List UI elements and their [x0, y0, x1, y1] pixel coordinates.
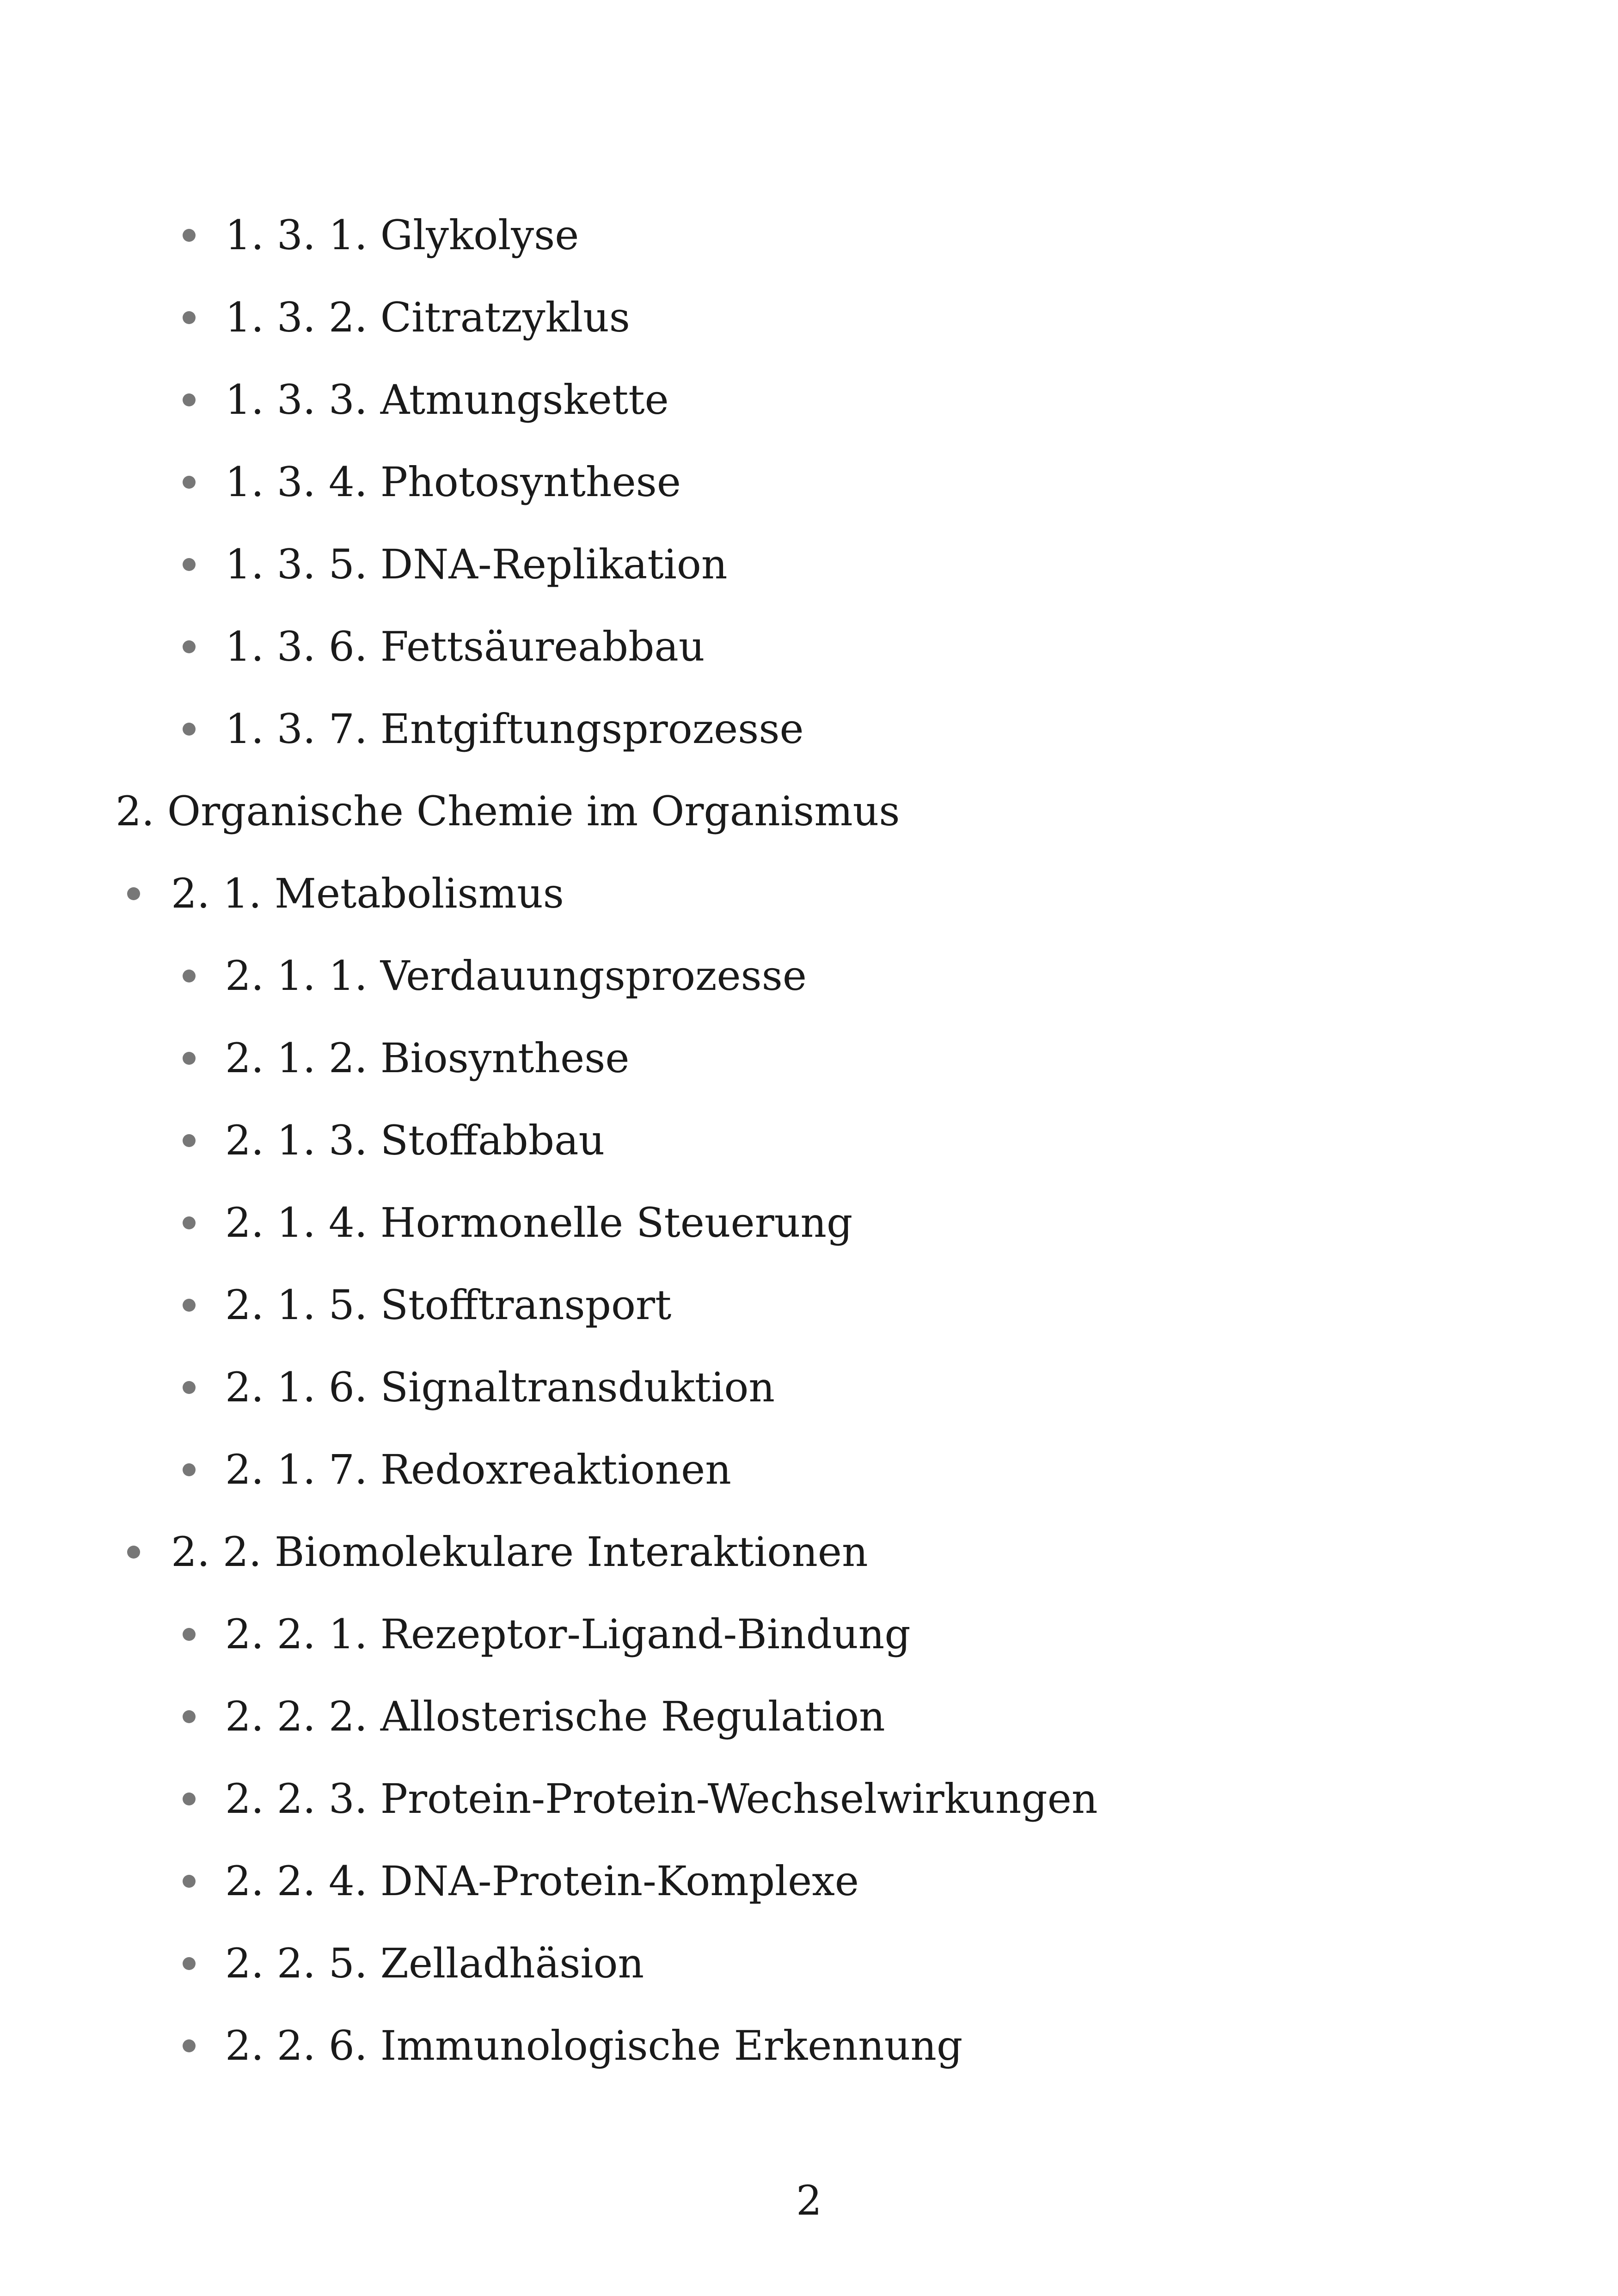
bullet-icon	[183, 1216, 196, 1229]
toc-subsection	[0, 688, 1618, 770]
bullet-icon	[183, 1710, 196, 1723]
bullet-icon	[183, 1299, 196, 1312]
toc-subsection	[0, 194, 1618, 276]
toc-subsection	[0, 606, 1618, 688]
toc-entry-text: 2. 1. 5. Stofftransport	[225, 1281, 672, 1329]
toc-entry-text: 2. 1. 3. Stoffabbau	[225, 1117, 605, 1164]
page-number: 2	[796, 2177, 822, 2224]
bullet-icon	[183, 311, 196, 324]
toc-subsection	[0, 1676, 1618, 1758]
bullet-icon	[183, 1381, 196, 1394]
toc-subsection	[0, 1017, 1618, 1099]
bullet-icon	[183, 229, 196, 242]
toc-subsection	[0, 276, 1618, 359]
toc-entry-text: 2. 1. Metabolismus	[171, 870, 564, 917]
bullet-icon	[183, 640, 196, 653]
toc-subsection	[0, 359, 1618, 441]
toc-section	[0, 1511, 1618, 1593]
toc-entry-text: 2. 2. 2. Allosterische Regulation	[225, 1693, 885, 1740]
bullet-icon	[183, 1134, 196, 1147]
toc-entry-text: 2. 2. 5. Zelladhäsion	[225, 1940, 644, 1987]
toc-subsection	[0, 441, 1618, 523]
toc-entry-text: 2. 2. 4. DNA-Protein-Komplexe	[225, 1857, 859, 1905]
toc-entry-text: 1. 3. 2. Citratzyklus	[225, 294, 630, 341]
bullet-icon	[127, 887, 140, 900]
toc-subsection	[0, 1346, 1618, 1429]
bullet-icon	[183, 558, 196, 571]
bullet-icon	[183, 1875, 196, 1888]
toc-entry-text: 1. 3. 1. Glykolyse	[225, 211, 579, 259]
bullet-icon	[183, 476, 196, 489]
toc-entry-text: 2. 1. 6. Signaltransduktion	[225, 1363, 775, 1411]
toc-entry-text: 1. 3. 7. Entgiftungsprozesse	[225, 705, 804, 753]
toc-subsection	[0, 1264, 1618, 1346]
toc-entry-text: 2. 1. 4. Hormonelle Steuerung	[225, 1199, 853, 1246]
toc-subsection	[0, 1840, 1618, 1922]
bullet-icon	[183, 1793, 196, 1805]
toc-entry-text: 2. Organische Chemie im Organismus	[116, 787, 900, 835]
toc-subsection	[0, 1922, 1618, 2005]
toc-entry-text: 2. 2. Biomolekulare Interaktionen	[171, 1528, 868, 1576]
toc-subsection	[0, 1182, 1618, 1264]
toc-chapter	[0, 770, 1618, 853]
bullet-icon	[183, 1957, 196, 1970]
toc-entry-text: 2. 2. 6. Immunologische Erkennung	[225, 2022, 963, 2069]
bullet-icon	[183, 723, 196, 736]
bullet-icon	[183, 393, 196, 406]
bullet-icon	[183, 2039, 196, 2052]
toc-entry-text: 1. 3. 5. DNA-Replikation	[225, 540, 728, 588]
toc-subsection	[0, 935, 1618, 1017]
toc-entry-text: 2. 1. 2. Biosynthese	[225, 1034, 630, 1082]
toc-subsection	[0, 1099, 1618, 1182]
toc-entry-text: 2. 1. 1. Verdauungsprozesse	[225, 952, 807, 1000]
toc-subsection	[0, 523, 1618, 606]
bullet-icon	[183, 1628, 196, 1641]
toc-entry-text: 1. 3. 4. Photosynthese	[225, 458, 681, 506]
bullet-icon	[127, 1546, 140, 1559]
toc-subsection	[0, 1758, 1618, 1840]
toc-entry-text: 1. 3. 6. Fettsäureabbau	[225, 623, 705, 670]
toc-section	[0, 853, 1618, 935]
toc-subsection	[0, 1429, 1618, 1511]
table-of-contents	[0, 194, 1618, 2087]
toc-subsection	[0, 1593, 1618, 1676]
toc-entry-text: 2. 2. 1. Rezeptor-Ligand-Bindung	[225, 1610, 911, 1658]
bullet-icon	[183, 1463, 196, 1476]
bullet-icon	[183, 1052, 196, 1065]
toc-subsection	[0, 2005, 1618, 2087]
bullet-icon	[183, 970, 196, 982]
toc-entry-text: 2. 1. 7. Redoxreaktionen	[225, 1446, 731, 1493]
toc-entry-text: 1. 3. 3. Atmungskette	[225, 376, 669, 424]
toc-entry-text: 2. 2. 3. Protein-Protein-Wechselwirkungen	[225, 1775, 1098, 1823]
